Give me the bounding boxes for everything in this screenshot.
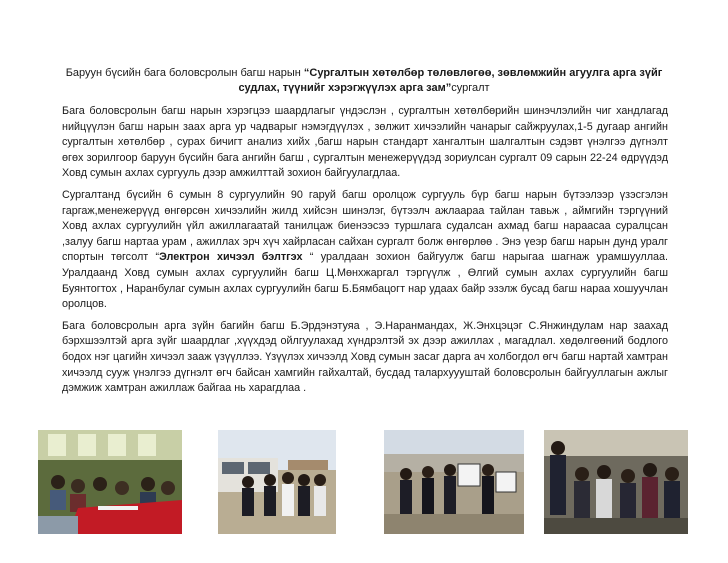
title-suffix: сургалт: [451, 82, 490, 94]
paragraph-2: [62, 188, 668, 313]
paragraph-3: Багa боловсролын арга зүйн багийн багш Б.Эрдэнэтуяа , Э.Наранмандах, Ж.Энхцэцэг С.Янжиндулам нар заахад бэрхшээлтэй арга зүйг шаардлаг ,хүүхдэд ойлгуулахад хүндрэлтэй эх дээр ажиллах , магадлал. хөдөлгөөний бодлого бодох нэг цагийн хичээл зааж үзүүллээ. Үзүүлэх хичээлд Ховд сумын засаг дарга ач холбогдол өгч багш нартай хамтран хичээлд сууж үнэлгээ дүгнэлт өгч байсан хамгийн гайхалтай, бусдад талархуууштай боловсролын байгууллагын ажлыг дэмжиж хамтран ажиллаж байгаа нь харагдлаа .: [62, 319, 668, 395]
paragraph-1: Бага боловсролын багш нарын хэрэгцээ шаардлагыг үндэслэн , сургалтын хөтөлбөрийн шинэчлэлийн чиг хандлагад нийцүүлэн багш нарын заах арга ур чадварыг нэмэгдүүлэх , зөлжит хичээлийн чанарыг сайжруулах,1-5 дугаар ангийн сургалтын хөтөлбөр , сурах бичигт анализ хийх ,багш нарын стандарт хангалтын шалгалтын сэдэвт үнэлгээ дүгнэлт өгөх зорилгоор баруун бүсийн бага ангийн багш , сургалтын менежерүүдэд зориулсан сургалт 09 сарын 22-24 өдрүүдэд Ховд сумын ахлах сургууль дээр амжилттай зохион байгуулагдлаа.: [62, 105, 668, 180]
photo-teachers-parade: [384, 430, 524, 534]
article-body: [62, 104, 668, 403]
title-bold: “Сургалтын хөтөлбөр төлөвлөгөө, зөвлөмжийн агуулга арга зүйг судлах, түүнийг хэрэгжүүлэх арга зам”: [238, 67, 663, 94]
contest-name: Электрон хичээл бэлтгэх: [159, 251, 303, 264]
paragraph-2-part-b: “ уралдаан зохион байгуулж багш нарыгаа шагнаж урамшууллаа. Уралдаанд Ховд сумын ахлах сургуулийн багш Ц.Мөнхжаргал тэргүүлж , Өлгий сумын ахлах сургуулийн багш Буянтогтох , Наранбулаг сумын ахлах сургуулийн багш Б.Бямбацогт нар удаах байр эзэлж бусад багш нараа хошуучлан оролцов.: [62, 251, 669, 311]
page-title: [62, 66, 666, 96]
photo-teachers-outdoors: [218, 430, 336, 534]
title-prefix: Баруун бүсийн бага боловсролын багш нарын: [65, 67, 304, 79]
photo-classroom-audience: [544, 430, 688, 534]
photo-conference-hall: [38, 430, 182, 534]
paragraph-2-part-a: Сургалтанд бүсийн 6 сумын 8 сургуулийн 90 гаруй багш оролцож сургууль бүр багш нарын бүтээлээр үзэсгэлэн гаргаж,менежерүүд өнгөрсөн хичээлийн жилд хийсэн шинэлэг, бүтээлч ажлаараа тайлан тавьж , аймгийн тэргүүний Ховд ахлах сургуулийн үйл ажиллагаатай танилцаж биенээсээ туршлага судалсан ахмад багш нараасаа суралцсан ,залуу багш нартаа урам , ажиллах эрч хүч хайрласан сайхан сургалт болж өнгөрлөө . Энэ үеэр багш нарын дунд уралг спортын төгсолт “: [62, 188, 668, 264]
